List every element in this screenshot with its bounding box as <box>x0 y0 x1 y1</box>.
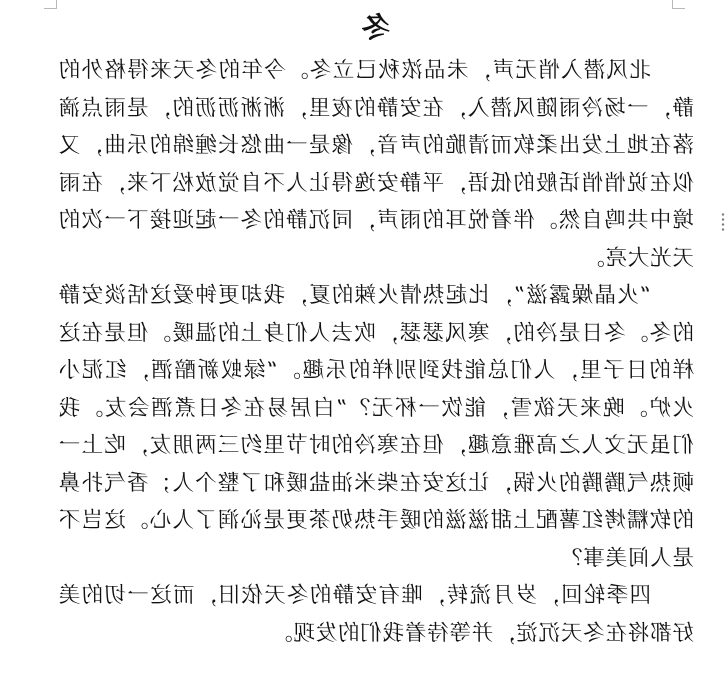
scrollbar-grip-icon[interactable] <box>721 212 725 232</box>
document-page <box>58 8 694 652</box>
page-corner-mark-left <box>44 0 57 9</box>
document-title: 冬 <box>362 11 391 44</box>
paragraph-3: 四季轮回，岁月流转，唯有安静的冬天依旧，而这一切的美好都将在冬天沉淀，并等待着我们的发现。 <box>58 583 694 646</box>
paragraph-2: “火晶燥露滋”，比起热情火辣的夏，我却更钟爱这恬淡安静的冬。冬日是冷的，寒风瑟瑟，吹去人们身上的温暖。但是在这样的日子里，人们总能找到别样的乐趣。“绿蚁新醅酒，红泥小火炉。晚来天欲雪，能饮一杯无？”白居易在冬日煮酒会友。我们虽无文人之高雅意趣，但在寒冷的时节里约三两朋友，吃上一顿热气腾腾的火锅，让这安在柴米油盐暖和了整个人；香气扑鼻的软糯烤红薯配上甜滋滋的暖手热奶茶更是沁润了人心。这岂不是人间美事？ <box>58 283 694 571</box>
paragraph-1: 北风潜入悄无声，未品浓秋已立冬。今年的冬天来得格外的静，一场冷雨随风潜入，在安静的夜里，淅淅沥沥的，是雨点滴落在地上发出柔软而清脆的声音，像是一曲悠长缠绵的乐曲，又似在说悄悄话般的低语，平静安逸得让人不自觉放松下来，在雨境中共鸣自然。伴着悦耳的雨声，同沉静的冬一起迎接下一次的天光大亮。 <box>58 58 694 271</box>
